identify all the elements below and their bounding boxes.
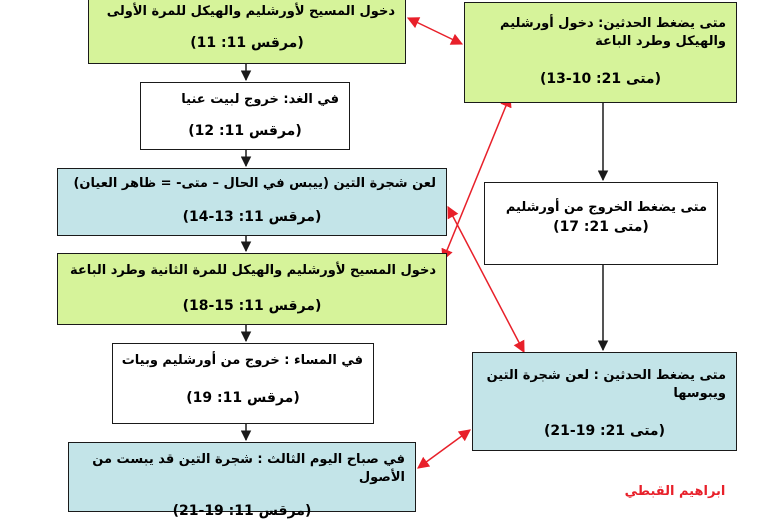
red-link-l1-r1 (408, 18, 462, 44)
matthew-reference: (متى 21: 17) (553, 219, 649, 235)
author-signature: ابراهيم القبطي (624, 484, 726, 499)
event-reference: (مرقس 11: 19-21) (172, 503, 312, 519)
red-link-r3-l6 (418, 430, 470, 468)
matthew-text-line1: متى يضغط الحدثين: دخول أورشليم (500, 16, 726, 31)
event-box-l1 (88, 0, 406, 64)
matthew-box-r1 (464, 2, 737, 103)
event-text: دخول المسيح لأورشليم والهيكل للمرة الثانية وطرد الباعة (69, 263, 436, 278)
event-text: في الغد: خروج لبيت عنيا (181, 92, 339, 107)
event-text: في صباح اليوم الثالث : شجرة التين قد يبست من الأصول (92, 452, 405, 485)
event-reference: (مرقس 11: 19) (186, 390, 300, 406)
matthew-box-r2 (484, 182, 718, 265)
event-box-l5 (112, 343, 374, 424)
event-reference: (مرقس 11: 13-14) (182, 209, 322, 225)
event-box-l3 (57, 168, 447, 236)
matthew-reference: (متى 21: 19-21) (544, 423, 665, 439)
matthew-text-line1: متى يضغط الحدثين : لعن شجرة التين (486, 368, 726, 383)
event-box-l6 (68, 442, 416, 519)
event-box-l4 (57, 253, 447, 325)
event-reference: (مرقس 11: 12) (188, 123, 302, 139)
event-text: لعن شجرة التين (ييبس في الحال – متى- = ظاهر العيان) (73, 176, 436, 191)
event-text: في المساء : خروج من أورشليم وبيات (121, 353, 363, 368)
matthew-text-line2: والهيكل وطرد الباعة (595, 34, 726, 49)
matthew-text-line2: ويبوسها (673, 386, 726, 401)
event-reference: (مرقس 11: 11) (190, 35, 304, 51)
event-reference: (مرقس 11: 15-18) (182, 298, 322, 314)
matthew-reference: (متى 21: 10-13) (540, 71, 661, 87)
matthew-text-line1: متى يضغط الخروج من أورشليم (505, 200, 707, 215)
event-text: دخول المسيح لأورشليم والهيكل للمرة الأولى (106, 4, 395, 19)
event-box-l2 (140, 82, 350, 150)
matthew-box-r3 (472, 352, 737, 451)
